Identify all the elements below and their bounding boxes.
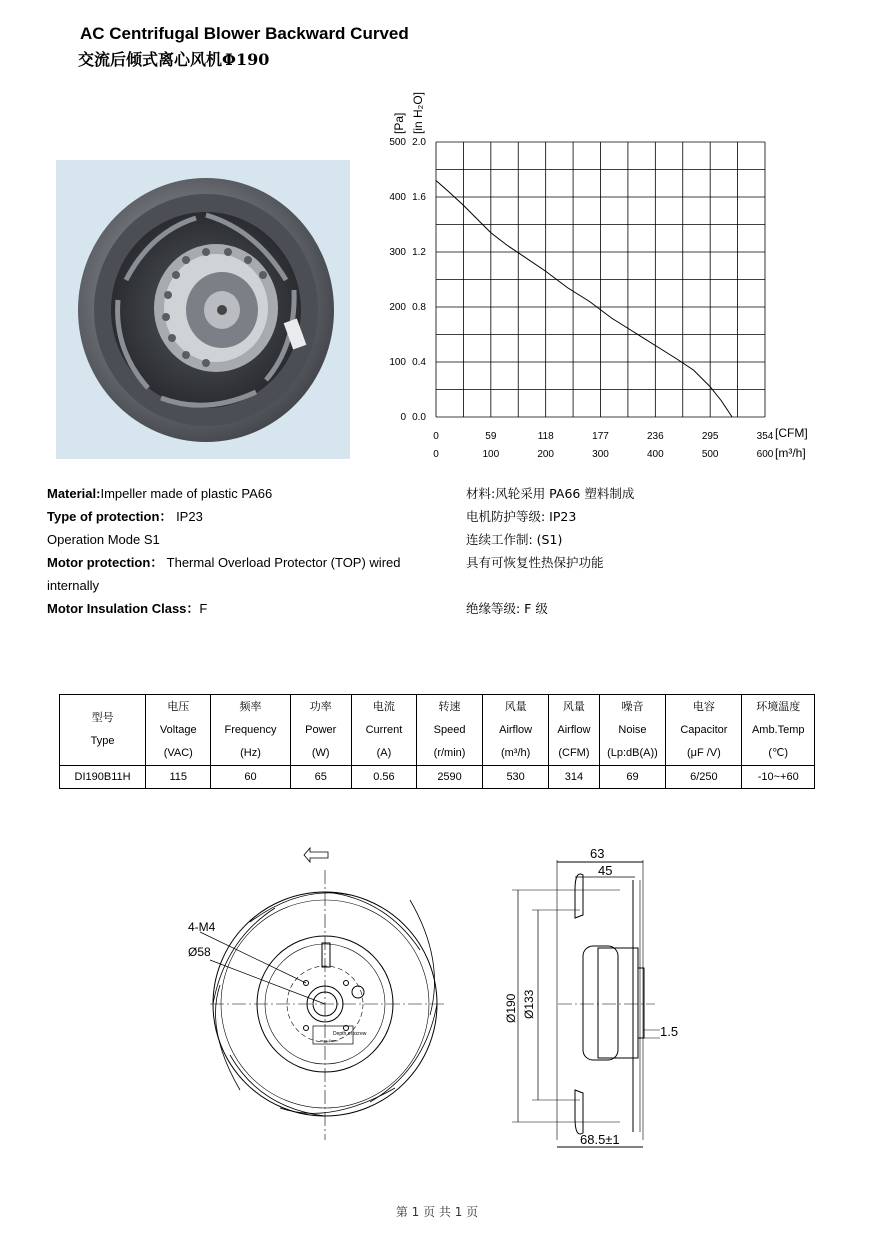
chart-grid <box>436 142 765 417</box>
th-amb-temp: 环境温度 Amb.Temp (℃) <box>742 695 815 766</box>
cell-airflow-m3h: 530 <box>483 766 549 789</box>
x-label-m3h: [m³/h] <box>775 446 806 460</box>
dim-190: Ø190 <box>504 993 518 1023</box>
x-label-cfm: [CFM] <box>775 426 808 440</box>
dim-68-5: 68.5±1 <box>580 1132 620 1147</box>
spec-label: Material: <box>47 486 101 501</box>
page-footer: 第 1 页 共 1 页 <box>395 1205 479 1219</box>
spec-insulation <box>47 597 427 620</box>
spec-value: IP23 <box>176 509 203 524</box>
th-airflow-cfm: 风量 Airflow (CFM) <box>549 695 600 766</box>
x-tick-m3h: 0 <box>433 449 439 460</box>
y-tick-pa: 0 <box>400 412 406 423</box>
y-tick-inh2o: 1.6 <box>412 192 426 203</box>
specs-right <box>466 482 826 620</box>
cell-airflow-cfm: 314 <box>549 766 600 789</box>
x-tick-m3h: 300 <box>592 449 609 460</box>
cell-capacitor: 6/250 <box>666 766 742 789</box>
spec-table <box>59 694 815 789</box>
y-tick-inh2o: 0.0 <box>412 412 426 423</box>
depth-label: Depth of screw <box>333 1031 367 1037</box>
x-tick-cfm: 0 <box>433 431 439 442</box>
th-voltage: 电压 Voltage (VAC) <box>146 695 211 766</box>
x-tick-m3h: 200 <box>537 449 555 460</box>
cell-type: DI190B11H <box>60 766 146 789</box>
th-capacitor: 电容 Capacitor (μF /V) <box>666 695 742 766</box>
spec-label: Type of protection： <box>47 509 173 524</box>
table-header-row <box>60 695 815 766</box>
spec-cn-protection: 电机防护等级: IP23 <box>466 509 577 524</box>
dim-1-5: 1.5 <box>660 1024 679 1039</box>
x-tick-m3h: 600 <box>756 449 774 460</box>
y-tick-inh2o: 1.2 <box>412 247 426 258</box>
spec-label: Motor Insulation Class： <box>47 601 200 616</box>
th-frequency: 频率 Frequency (Hz) <box>211 695 290 766</box>
x-tick-cfm: 59 <box>485 431 497 442</box>
performance-chart <box>380 82 820 467</box>
cell-amb-temp: -10~+60 <box>742 766 815 789</box>
spec-cn-mode: 连续工作制: (S1) <box>466 532 563 547</box>
th-noise: 噪音 Noise (Lp:dB(A)) <box>599 695 666 766</box>
spec-label: Motor protection： <box>47 555 164 570</box>
th-airflow-m3h: 风量 Airflow (m³/h) <box>483 695 549 766</box>
spec-material <box>47 482 427 505</box>
title-cn: 交流后倾式离心风机Φ190 <box>78 50 270 69</box>
title-en: AC Centrifugal Blower Backward Curved <box>80 24 409 43</box>
spec-value: F <box>199 601 208 616</box>
table-row <box>60 766 815 789</box>
spec-cn-material: 材料:风轮采用 PA66 塑料制成 <box>466 486 635 501</box>
hub-dia-label: Ø58 <box>188 945 211 959</box>
spec-cn-thermal: 具有可恢复性热保护功能 <box>466 555 604 570</box>
x-tick-cfm: 354 <box>756 431 774 442</box>
th-speed: 转速 Speed (r/min) <box>417 695 483 766</box>
x-tick-m3h: 500 <box>701 449 719 460</box>
spec-value: Impeller made of plastic PA66 <box>100 486 273 501</box>
x-tick-m3h: 400 <box>646 449 664 460</box>
th-current: 电流 Current (A) <box>351 695 416 766</box>
y-tick-inh2o: 2.0 <box>412 137 426 148</box>
front-view <box>200 848 445 1140</box>
spec-cn-insulation: 绝缘等级: F 级 <box>466 601 548 616</box>
x-tick-cfm: 236 <box>646 431 664 442</box>
x-tick-m3h: 100 <box>482 449 500 460</box>
spec-operation-mode <box>47 528 427 551</box>
chart-axis-labels <box>389 92 807 460</box>
product-photo <box>56 160 350 459</box>
y-tick-inh2o: 0.4 <box>412 357 426 368</box>
th-power: 功率 Power (W) <box>290 695 351 766</box>
cell-power: 65 <box>290 766 351 789</box>
th-type: 型号 Type <box>60 695 146 766</box>
blower-illustration <box>56 160 350 459</box>
dim-45: 45 <box>598 863 613 878</box>
spec-value: Thermal Overload Protector (TOP) wired internally <box>47 555 401 593</box>
cell-speed: 2590 <box>417 766 483 789</box>
y-label-inh2o: [in H₂O] <box>411 92 425 134</box>
technical-drawing <box>180 840 700 1160</box>
y-tick-pa: 500 <box>389 137 406 148</box>
mount-label: 4-M4 <box>188 920 216 934</box>
dim-133: Ø133 <box>522 989 536 1019</box>
y-tick-pa: 400 <box>389 192 406 203</box>
cell-voltage: 115 <box>146 766 211 789</box>
spec-protection <box>47 505 427 528</box>
cell-noise: 69 <box>599 766 666 789</box>
dim-63: 63 <box>590 846 605 861</box>
y-tick-pa: 300 <box>389 247 406 258</box>
y-tick-pa: 100 <box>389 357 406 368</box>
x-tick-cfm: 295 <box>701 431 719 442</box>
y-tick-pa: 200 <box>389 302 406 313</box>
x-tick-cfm: 118 <box>537 431 554 442</box>
pressure-curve-line <box>436 181 732 418</box>
spec-motor-protection <box>47 551 427 597</box>
cell-current: 0.56 <box>351 766 416 789</box>
specs-left <box>47 482 427 620</box>
spec-value: Operation Mode S1 <box>47 532 160 547</box>
x-tick-cfm: 177 <box>592 431 609 442</box>
depth-sub: max 6mm <box>320 1038 338 1043</box>
y-label-pa: [Pa] <box>392 112 406 134</box>
y-tick-inh2o: 0.8 <box>412 302 426 313</box>
cell-frequency: 60 <box>211 766 290 789</box>
